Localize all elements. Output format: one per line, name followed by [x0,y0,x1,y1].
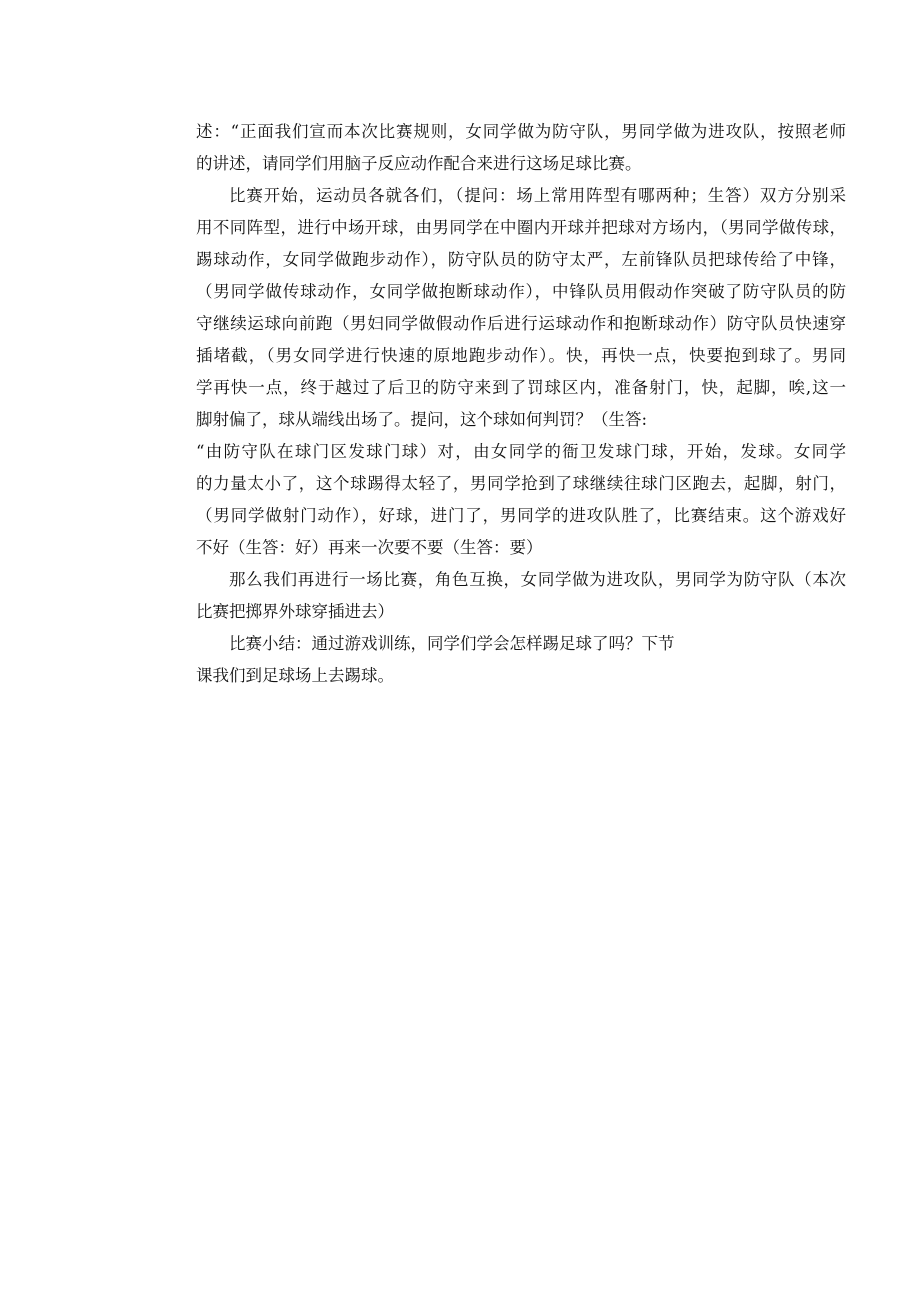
text-line: 踢球动作，女同学做跑步动作），防守队员的防守太严，左前锋队员把球传给了中锋， [196,250,846,269]
text-line: 脚射偏了，球从端线出场了。提问，这个球如何判罚？（生答: [196,410,648,429]
body-text [196,116,846,692]
text-line: 比赛把掷界外球穿插进去） [196,602,394,621]
text-line: 那么我们再进行一场比赛，角色互换，女同学做为进攻队，男同学为防守队（本次 [229,570,846,589]
text-line: 不好（生答：好）再来一次要不要（生答：要） [196,538,543,557]
text-line: （男同学做射门动作），好球，进门了，男同学的进攻队胜了，比赛结束。这个游戏好 [196,506,846,525]
text-line: 比赛开始，运动员各就各们，（提问：场上常用阵型有哪两种；生答）双方分别采 [229,186,846,205]
text-line: 守继续运球向前跑（男妇同学做假动作后进行运球动作和抱断球动作）防守队员快速穿 [196,314,846,333]
text-line: “由防守队在球门区发球门球）对，由女同学的衙卫发球门球，开始，发球。女同学 [196,442,846,461]
text-line: 插堵截，（男女同学进行快速的原地跑步动作）。快，再快一点，快要抱到球了。男同 [196,346,846,365]
text-line: 比赛小结：通过游戏训练，同学们学会怎样踢足球了吗？下节 [229,634,675,653]
text-line: 学再快一点，终于越过了后卫的防守来到了罚球区内，准备射门，快，起脚，唉,这一 [196,378,846,397]
text-line: 用不同阵型，进行中场开球，由男同学在中圈内开球并把球对方场内，（男同学做传球， [196,218,846,237]
text-line: 课我们到足球场上去踢球。 [196,666,394,685]
text-line: 的讲述，请同学们用脑子反应动作配合来进行这场足球比赛。 [196,154,642,173]
text-line: 的力量太小了，这个球踢得太轻了，男同学抢到了球继续往球门区跑去，起脚，射门， [196,474,846,493]
text-line: （男同学做传球动作，女同学做抱断球动作），中锋队员用假动作突破了防守队员的防 [196,282,846,301]
text-line: 述：“正面我们宣而本次比赛规则，女同学做为防守队，男同学做为进攻队，按照老师 [196,122,846,141]
